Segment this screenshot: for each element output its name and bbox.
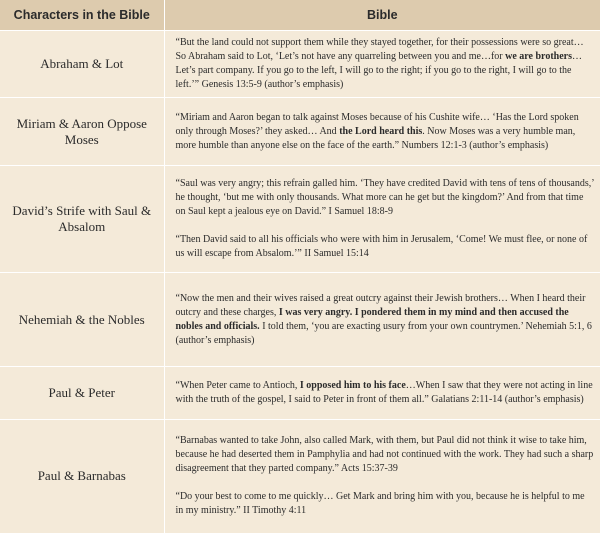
quote-text: “Now the men and their wives raised a great outcry against their Jewish brothers… When I heard their outcry and these charges, [175, 292, 586, 318]
character-name: Paul & Peter [0, 367, 164, 420]
quote-text: “When Peter came to Antioch, [175, 380, 300, 391]
quote-paragraph [176, 177, 595, 219]
bible-quote-cell [164, 420, 600, 533]
character-name: Miriam & Aaron Oppose Moses [0, 98, 164, 166]
quote-paragraph [176, 490, 595, 518]
bible-quote-cell [164, 273, 600, 367]
quote-text: “Saul was very angry; this refrain galled him. ‘They have credited David with tens of tens of thousands,’ he thought, ‘but me with only thousands. What more can he get but the kingdom?’ And from that time on Saul kept a jealous eye on David.” I Samuel 18:8-9 [175, 178, 594, 217]
emphasis-text: the Lord heard this [339, 125, 423, 137]
bible-quote-cell [164, 31, 600, 98]
quote-paragraph [176, 111, 595, 153]
character-name: David’s Strife with Saul & Absalom [0, 166, 164, 273]
emphasis-text: I was very angry. I pondered them in my mind and then accused the nobles and officials. [175, 306, 569, 332]
character-name: Paul & Barnabas [0, 420, 164, 533]
quote-paragraph [176, 434, 595, 476]
table-row [0, 98, 600, 166]
table-row [0, 420, 600, 533]
quote-paragraph [176, 233, 595, 261]
emphasis-text: we are brothers [505, 51, 572, 62]
table-row [0, 166, 600, 273]
table-row [0, 367, 600, 420]
quote-paragraph [176, 292, 595, 348]
character-name: Abraham & Lot [0, 31, 164, 98]
quote-text: “Miriam and Aaron began to talk against Moses because of his Cushite wife… ‘Has the Lord spoken only through Moses?’ they asked… And [175, 111, 579, 137]
quote-text: “Then David said to all his officials who were with him in Jerusalem, ‘Come! We must flee, or none of us will escape from Absalom.’” II Samuel 15:14 [175, 234, 588, 259]
table-row [0, 273, 600, 367]
quote-text: … Let’s part company. If you go to the left, I will go to the right; if you go to the right, I will go to the left.’” Genesis 13:5-9 (author’s emphasis) [175, 51, 582, 90]
quote-text: “But the land could not support them while they stayed together, for their possessions were so great… So Abraham said to Lot, ‘Let’s not have any quarreling between you and me…for [175, 37, 584, 62]
quote-text: “Barnabas wanted to take John, also called Mark, with them, but Paul did not think it wise to take him, because he had deserted them in Pamphylia and had not continued with the work. They had such a sharp disagreement that they parted company.” Acts 15:37-39 [175, 435, 594, 475]
quote-text: I told them, ‘you are exacting usury from your own countrymen.’ Nehemiah 5:1, 6 (author’s emphasis) [175, 320, 592, 346]
header-characters: Characters in the Bible [0, 0, 164, 31]
quote-text: …When I saw that they were not acting in line with the truth of the gospel, I said to Peter in front of them all.” Galatians 2:11-14 (author’s emphasis) [175, 380, 593, 405]
quote-paragraph [176, 36, 595, 92]
bible-quote-cell [164, 98, 600, 166]
header-bible: Bible [164, 0, 600, 31]
quote-text: . Now Moses was a very humble man, more humble than anyone else on the face of the earth.” Numbers 12:1-3 (author’s emphasis) [175, 125, 576, 151]
bible-quote-cell [164, 166, 600, 273]
emphasis-text: I opposed him to his face [299, 380, 406, 391]
character-name: Nehemiah & the Nobles [0, 273, 164, 367]
quote-paragraph [176, 379, 595, 407]
header-row [0, 0, 600, 31]
bible-quote-cell [164, 367, 600, 420]
quote-text: “Do your best to come to me quickly… Get Mark and bring him with you, because he is helpful to me in my ministry.” II Timothy 4:11 [175, 491, 585, 517]
table-row [0, 31, 600, 98]
